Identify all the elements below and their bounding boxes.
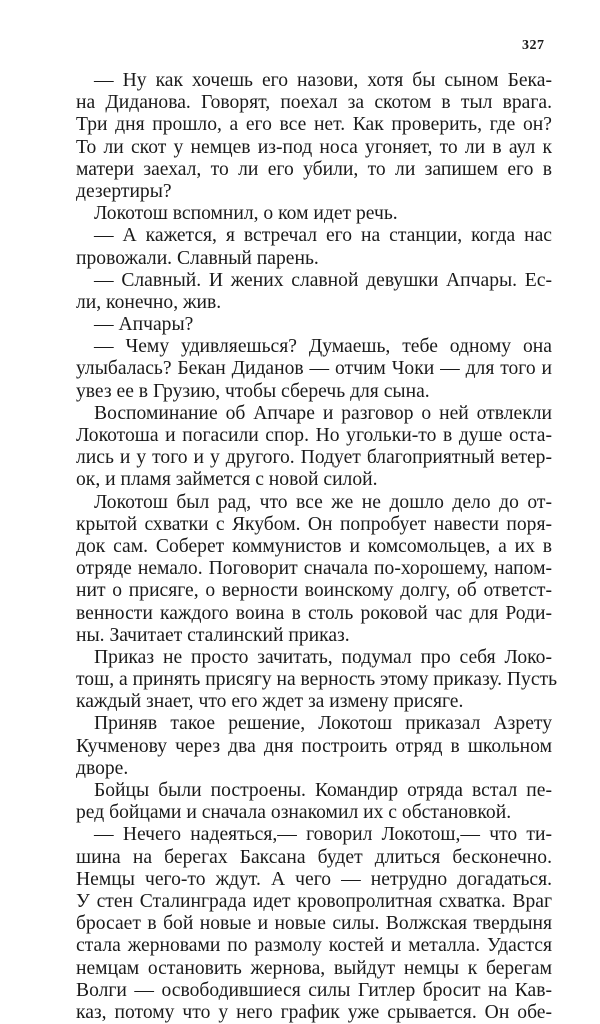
text-line: лись и у того и у другого. Подует благоприятный ветер-	[76, 447, 552, 469]
text-line: — Чему удивляешься? Думаешь, тебе одному она	[94, 336, 552, 358]
text-line: тош, а принять присягу на верность этому приказу. Пусть	[76, 669, 558, 691]
text-line: То ли скот у немцев из-под носа угоняет, то ли в аул к	[76, 136, 552, 158]
text-line: крытой схватки с Якубом. Он попробует навести поря-	[76, 513, 552, 535]
text-line: ок, и пламя займется с новой силой.	[76, 469, 378, 491]
text-line: Локотоша и погасили спор. Но угольки-то в душе оста-	[76, 425, 552, 446]
text-line: на Диданова. Говорят, поехал за скотом в тыл врага.	[76, 92, 552, 114]
text-line: ли, конечно, жив.	[76, 291, 222, 313]
text-line: Волги — освободившиеся силы Гитлер бросит на Кав-	[76, 979, 552, 1001]
text-line: — Нечего надеяться,— говорил Локотош,— что ти-	[94, 824, 552, 846]
text-line: дезертиры?	[76, 180, 172, 202]
text-line: Локотош вспомнил, о ком идет речь.	[94, 203, 398, 225]
text-line: Приказ не просто зачитать, подумал про себя Локо-	[94, 646, 552, 668]
text-line: Три дня прошло, а его все нет. Как проверить, где он?	[76, 114, 552, 136]
text-line: — Ну как хочешь его назови, хотя бы сыном Бека-	[94, 70, 552, 91]
text-line: шина на берегах Баксана будет длиться бесконечно.	[76, 846, 552, 868]
text-line: провожали. Славный парень.	[76, 247, 319, 269]
text-line: ред бойцами и сначала ознакомил их с обстановкой.	[76, 802, 512, 824]
text-line: Локотош был рад, что все же не дошло дело до от-	[94, 491, 552, 513]
text-line: — Апчары?	[94, 314, 194, 336]
text-line: ны. Зачитает сталинский приказ.	[76, 624, 350, 646]
text-line: каждый знает, что его ждет за измену присяге.	[76, 691, 464, 713]
text-line: венности каждого воина в столь роковой час для Роди-	[76, 602, 552, 624]
text-line: Приняв такое решение, Локотош приказал Азрету	[94, 713, 552, 735]
text-line: дворе.	[76, 757, 129, 779]
text-line: Немцы чего-то ждут. А чего — нетрудно догадаться.	[76, 868, 552, 890]
text-line: увез ее в Грузию, чтобы сберечь для сына.	[76, 380, 430, 402]
text-line: Кучменову через два дня построить отряд в школьном	[76, 735, 552, 757]
text-line: нит о присяге, о верности воинскому долгу, об ответст-	[76, 580, 552, 602]
text-line: улыбалась? Бекан Диданов — отчим Чоки — для того и	[76, 358, 552, 380]
text-line: немцам остановить жернова, выйдут немцы к берегам	[76, 957, 552, 979]
text-line: Воспоминание об Апчаре и разговор о ней отвлекли	[94, 402, 552, 424]
text-line: каз, потому что у него график уже срывается. Он обе-	[76, 1001, 552, 1023]
page-number: 327	[522, 38, 545, 53]
text-line: — А кажется, я встречал его на станции, когда нас	[94, 225, 552, 247]
text-line: матери заехал, то ли его убили, то ли запишем его в	[76, 158, 552, 180]
book-text	[76, 70, 558, 1024]
text-line: — Славный. И жених славной девушки Апчары. Ес-	[94, 269, 552, 291]
text-line: Бойцы были построены. Командир отряда встал пе-	[94, 780, 552, 801]
text-line: отряде немало. Поговорит сначала по-хорошему, напом-	[76, 558, 552, 580]
text-line: стала жерновами по размолу костей и металла. Удастся	[76, 935, 552, 957]
text-line: бросает в бой новые и новые силы. Волжская твердыня	[76, 913, 552, 935]
text-line: док сам. Соберет коммунистов и комсомольцев, а их в	[76, 535, 552, 557]
text-line: У стен Сталинграда идет кровопролитная схватка. Враг	[76, 890, 552, 912]
